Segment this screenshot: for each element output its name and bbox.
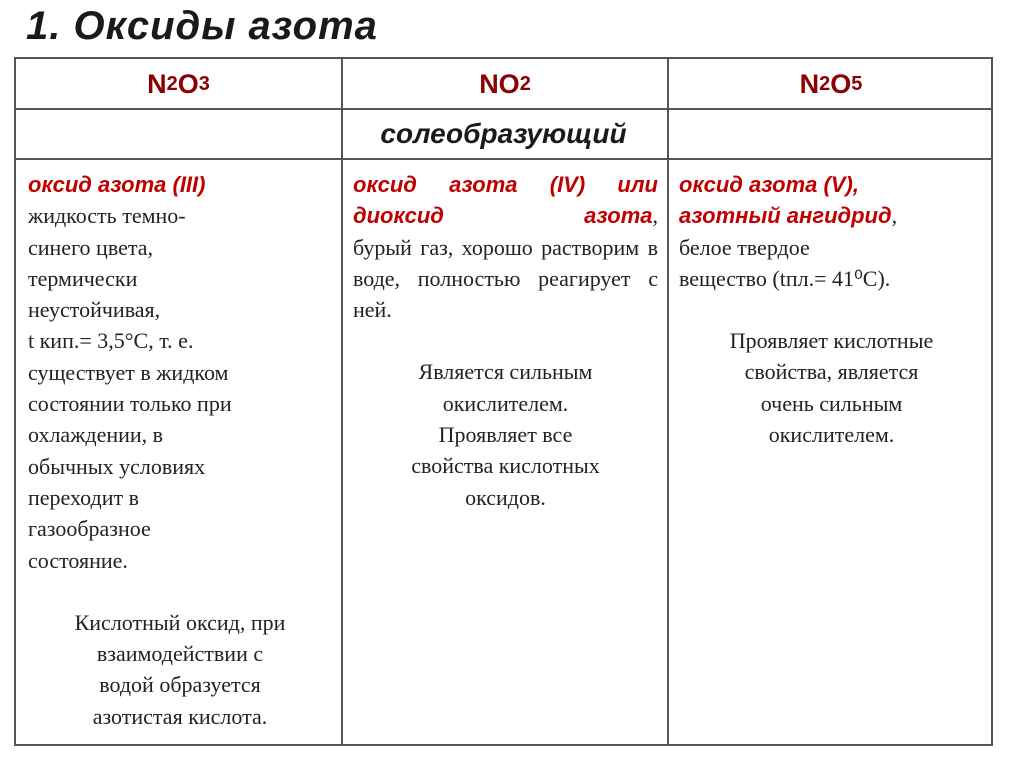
desc-line: существует в жидком	[28, 359, 229, 385]
desc-line: охлаждении, в	[28, 422, 164, 448]
desc-line: белое твердое	[679, 234, 810, 260]
note-line: окислителем.	[768, 422, 895, 448]
formula-subscript: 5	[851, 72, 863, 95]
desc-line: жидкость темно-	[28, 203, 186, 229]
column-divider	[341, 59, 343, 744]
oxide-name-line2: диоксид азота,	[353, 203, 658, 229]
salt-forming-subheader: солеобразующий	[380, 118, 627, 149]
note-line: водой образуется	[99, 672, 261, 698]
note-block	[353, 356, 658, 512]
oxide-name-line2: азотный ангидрид,	[679, 203, 898, 229]
oxide-name-alt: азотный ангидрид	[679, 203, 892, 229]
formula-subscript: 2	[166, 72, 178, 95]
formula-part: O	[830, 68, 852, 99]
note-line: свойства кислотных	[411, 453, 600, 479]
note-line: Проявляет все	[438, 422, 573, 448]
oxide-name: оксид азота (III)	[28, 172, 206, 197]
desc-line: неустойчивая,	[28, 297, 161, 323]
note-block	[28, 607, 332, 732]
desc-line: состояние.	[28, 547, 128, 573]
desc-line: синего цвета,	[28, 234, 153, 260]
desc-line: газообразное	[28, 516, 151, 542]
desc-line: вещество (tпл.= 41⁰С).	[679, 265, 891, 291]
formula-subscript: 2	[519, 72, 531, 95]
header-no2	[343, 59, 667, 109]
cell-n2o5	[679, 169, 984, 450]
cell-n2o3	[28, 169, 332, 732]
formula-subscript: 2	[819, 72, 831, 95]
header-n2o3	[16, 59, 341, 109]
desc-line: термически	[28, 265, 138, 291]
cell-no2	[353, 169, 658, 513]
note-block	[679, 325, 984, 450]
note-line: очень сильным	[760, 390, 903, 416]
desc-line: t кип.= 3,5°С, т. е.	[28, 328, 194, 354]
formula-subscript: 3	[198, 72, 210, 95]
header-n2o5	[669, 59, 993, 109]
oxide-name-alt: диоксид азота	[353, 203, 653, 229]
note-line: Проявляет кислотные	[729, 328, 934, 354]
desc-line: состоянии только при	[28, 391, 232, 417]
formula-part: N	[147, 68, 167, 99]
desc-line: переходит в	[28, 484, 140, 510]
note-line: окислителем.	[442, 390, 569, 416]
note-line: Является сильным	[418, 359, 593, 385]
slide-title: 1. Оксиды азота	[26, 4, 378, 48]
note-line: взаимодействии с	[96, 641, 264, 667]
note-line: свойства, является	[744, 359, 919, 385]
formula-part: NO	[479, 68, 520, 99]
note-line: Кислотный оксид, при	[74, 609, 286, 635]
desc-line: обычных условиях	[28, 453, 206, 479]
note-line: азотистая кислота.	[92, 703, 268, 729]
oxide-name: оксид азота (IV) или	[353, 172, 658, 197]
formula-part: N	[799, 68, 820, 99]
row-divider	[16, 158, 991, 160]
oxide-name: оксид азота (V),	[679, 172, 859, 197]
formula-part: O	[177, 68, 199, 99]
note-line: оксидов.	[465, 484, 546, 510]
column-divider	[667, 59, 669, 744]
oxides-table	[14, 57, 993, 746]
desc-text: бурый газ, хорошо растворим в воде, полностью реагирует с ней.	[353, 234, 658, 323]
